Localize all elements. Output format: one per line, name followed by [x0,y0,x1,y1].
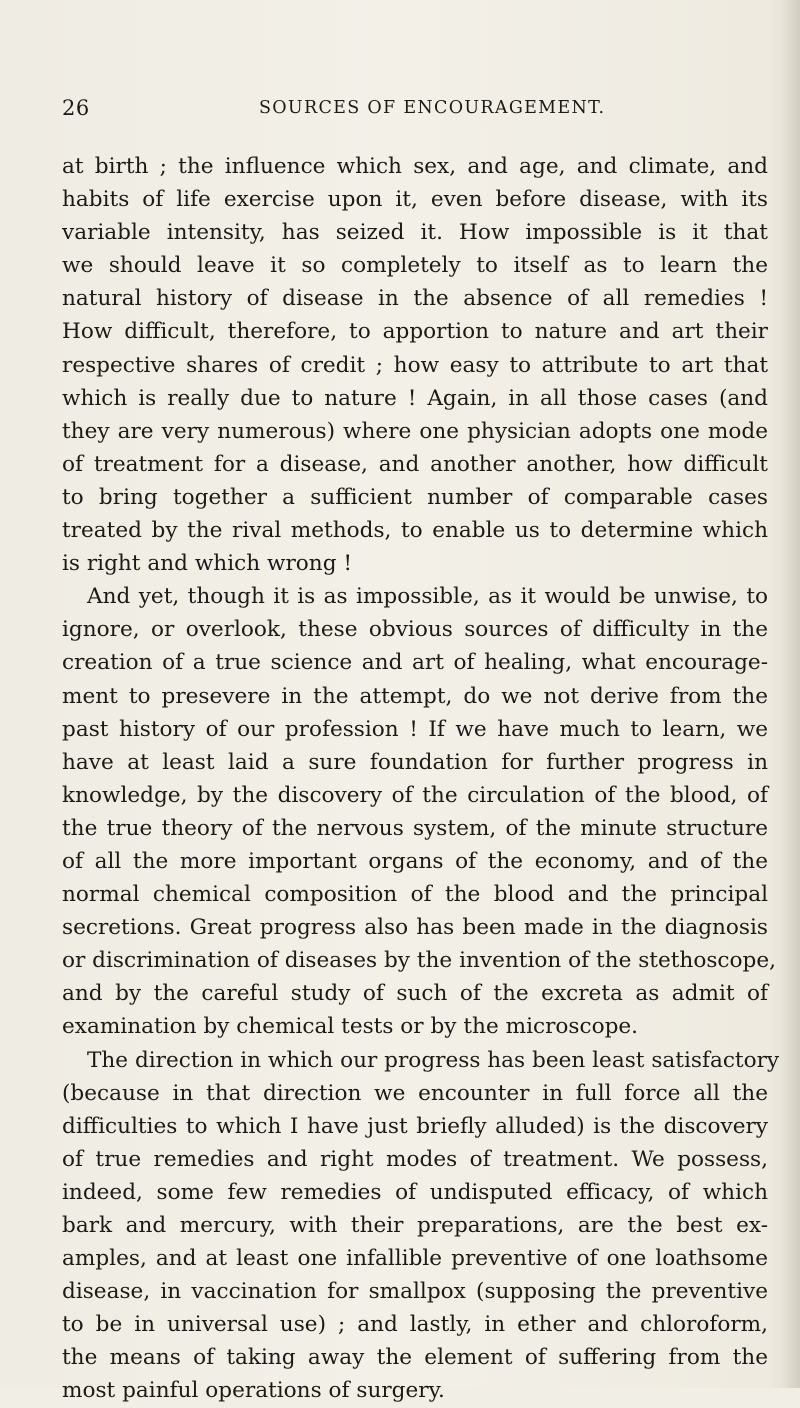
text-line: at birth ; the influence which sex, and age, and climate, and [62,154,768,179]
page-header [62,96,606,126]
text-line: past history of our profession ! If we have much to learn, we [62,716,768,742]
page-number: 26 [62,96,90,120]
text-line: the means of taking away the element of suffering from the [62,1345,768,1371]
text-line: variable intensity, has seized it. How impossible is it that [62,220,768,246]
text-line: indeed, some few remedies of undisputed efficacy, of which [62,1179,768,1205]
text-line: disease, in vaccination for smallpox (supposing the preventive [62,1279,768,1305]
text-line: natural history of disease in the absence of all remedies ! [62,286,768,312]
text-line: creation of a true science and art of healing, what encourage- [62,650,768,676]
text-line: The direction in which our progress has been least satisfactory [87,1047,780,1073]
running-head: SOURCES OF ENCOURAGEMENT. [259,98,606,118]
text-line: treated by the rival methods, to enable us to determine which [62,518,768,544]
text-line: How difficult, therefore, to apportion to nature and art their [62,319,768,345]
text-line: habits of life exercise upon it, even before disease, with its [62,187,768,213]
text-line: or discrimination of diseases by the invention of the stethoscope, [62,948,776,974]
text-line: of all the more important organs of the economy, and of the [62,848,768,874]
text-line: examination by chemical tests or by the microscope. [62,1014,639,1040]
text-line: is right and which wrong ! [62,551,353,577]
paragraph-2 [62,580,776,1043]
text-line: and by the careful study of such of the excreta as admit of [62,981,768,1007]
text-line: to be in universal use) ; and lastly, in ether and chloroform, [62,1312,768,1338]
text-line: they are very numerous) where one physician adopts one mode [62,418,768,444]
body-text [62,150,780,1408]
text-line: of true remedies and right modes of treatment. We possess, [62,1146,768,1172]
text-line: we should leave it so completely to itself as to learn the [62,253,768,279]
text-line: And yet, though it is as impossible, as it would be unwise, to [87,584,768,610]
paragraph-3 [62,1044,780,1408]
text-line: which is really due to nature ! Again, in all those cases (and [62,385,768,411]
text-line: bark and mercury, with their preparations, are the best ex- [62,1213,768,1238]
text-line: most painful operations of surgery. [62,1378,445,1404]
text-line: knowledge, by the discovery of the circulation of the blood, of [62,782,768,808]
text-line: of treatment for a disease, and another another, how difficult [62,451,768,477]
text-line: to bring together a sufficient number of comparable cases [62,484,768,510]
text-line: difficulties to which I have just briefly alluded) is the discovery [62,1113,768,1139]
text-line: amples, and at least one infallible preventive of one loathsome [62,1246,768,1272]
text-line: normal chemical composition of the blood and the principal [62,882,768,908]
page-edge-shadow [782,0,800,1388]
text-line: (because in that direction we encounter in full force all the [62,1080,768,1106]
paragraph-1 [62,150,768,580]
text-line: the true theory of the nervous system, of the minute structure [62,815,768,841]
text-line: secretions. Great progress also has been made in the diagnosis [62,915,768,941]
text-line: ignore, or overlook, these obvious sources of difficulty in the [62,617,768,643]
text-line: have at least laid a sure foundation for further progress in [62,749,768,775]
text-line: respective shares of credit ; how easy to attribute to art that [62,352,768,378]
text-line: ment to presevere in the attempt, do we not derive from the [62,683,768,709]
